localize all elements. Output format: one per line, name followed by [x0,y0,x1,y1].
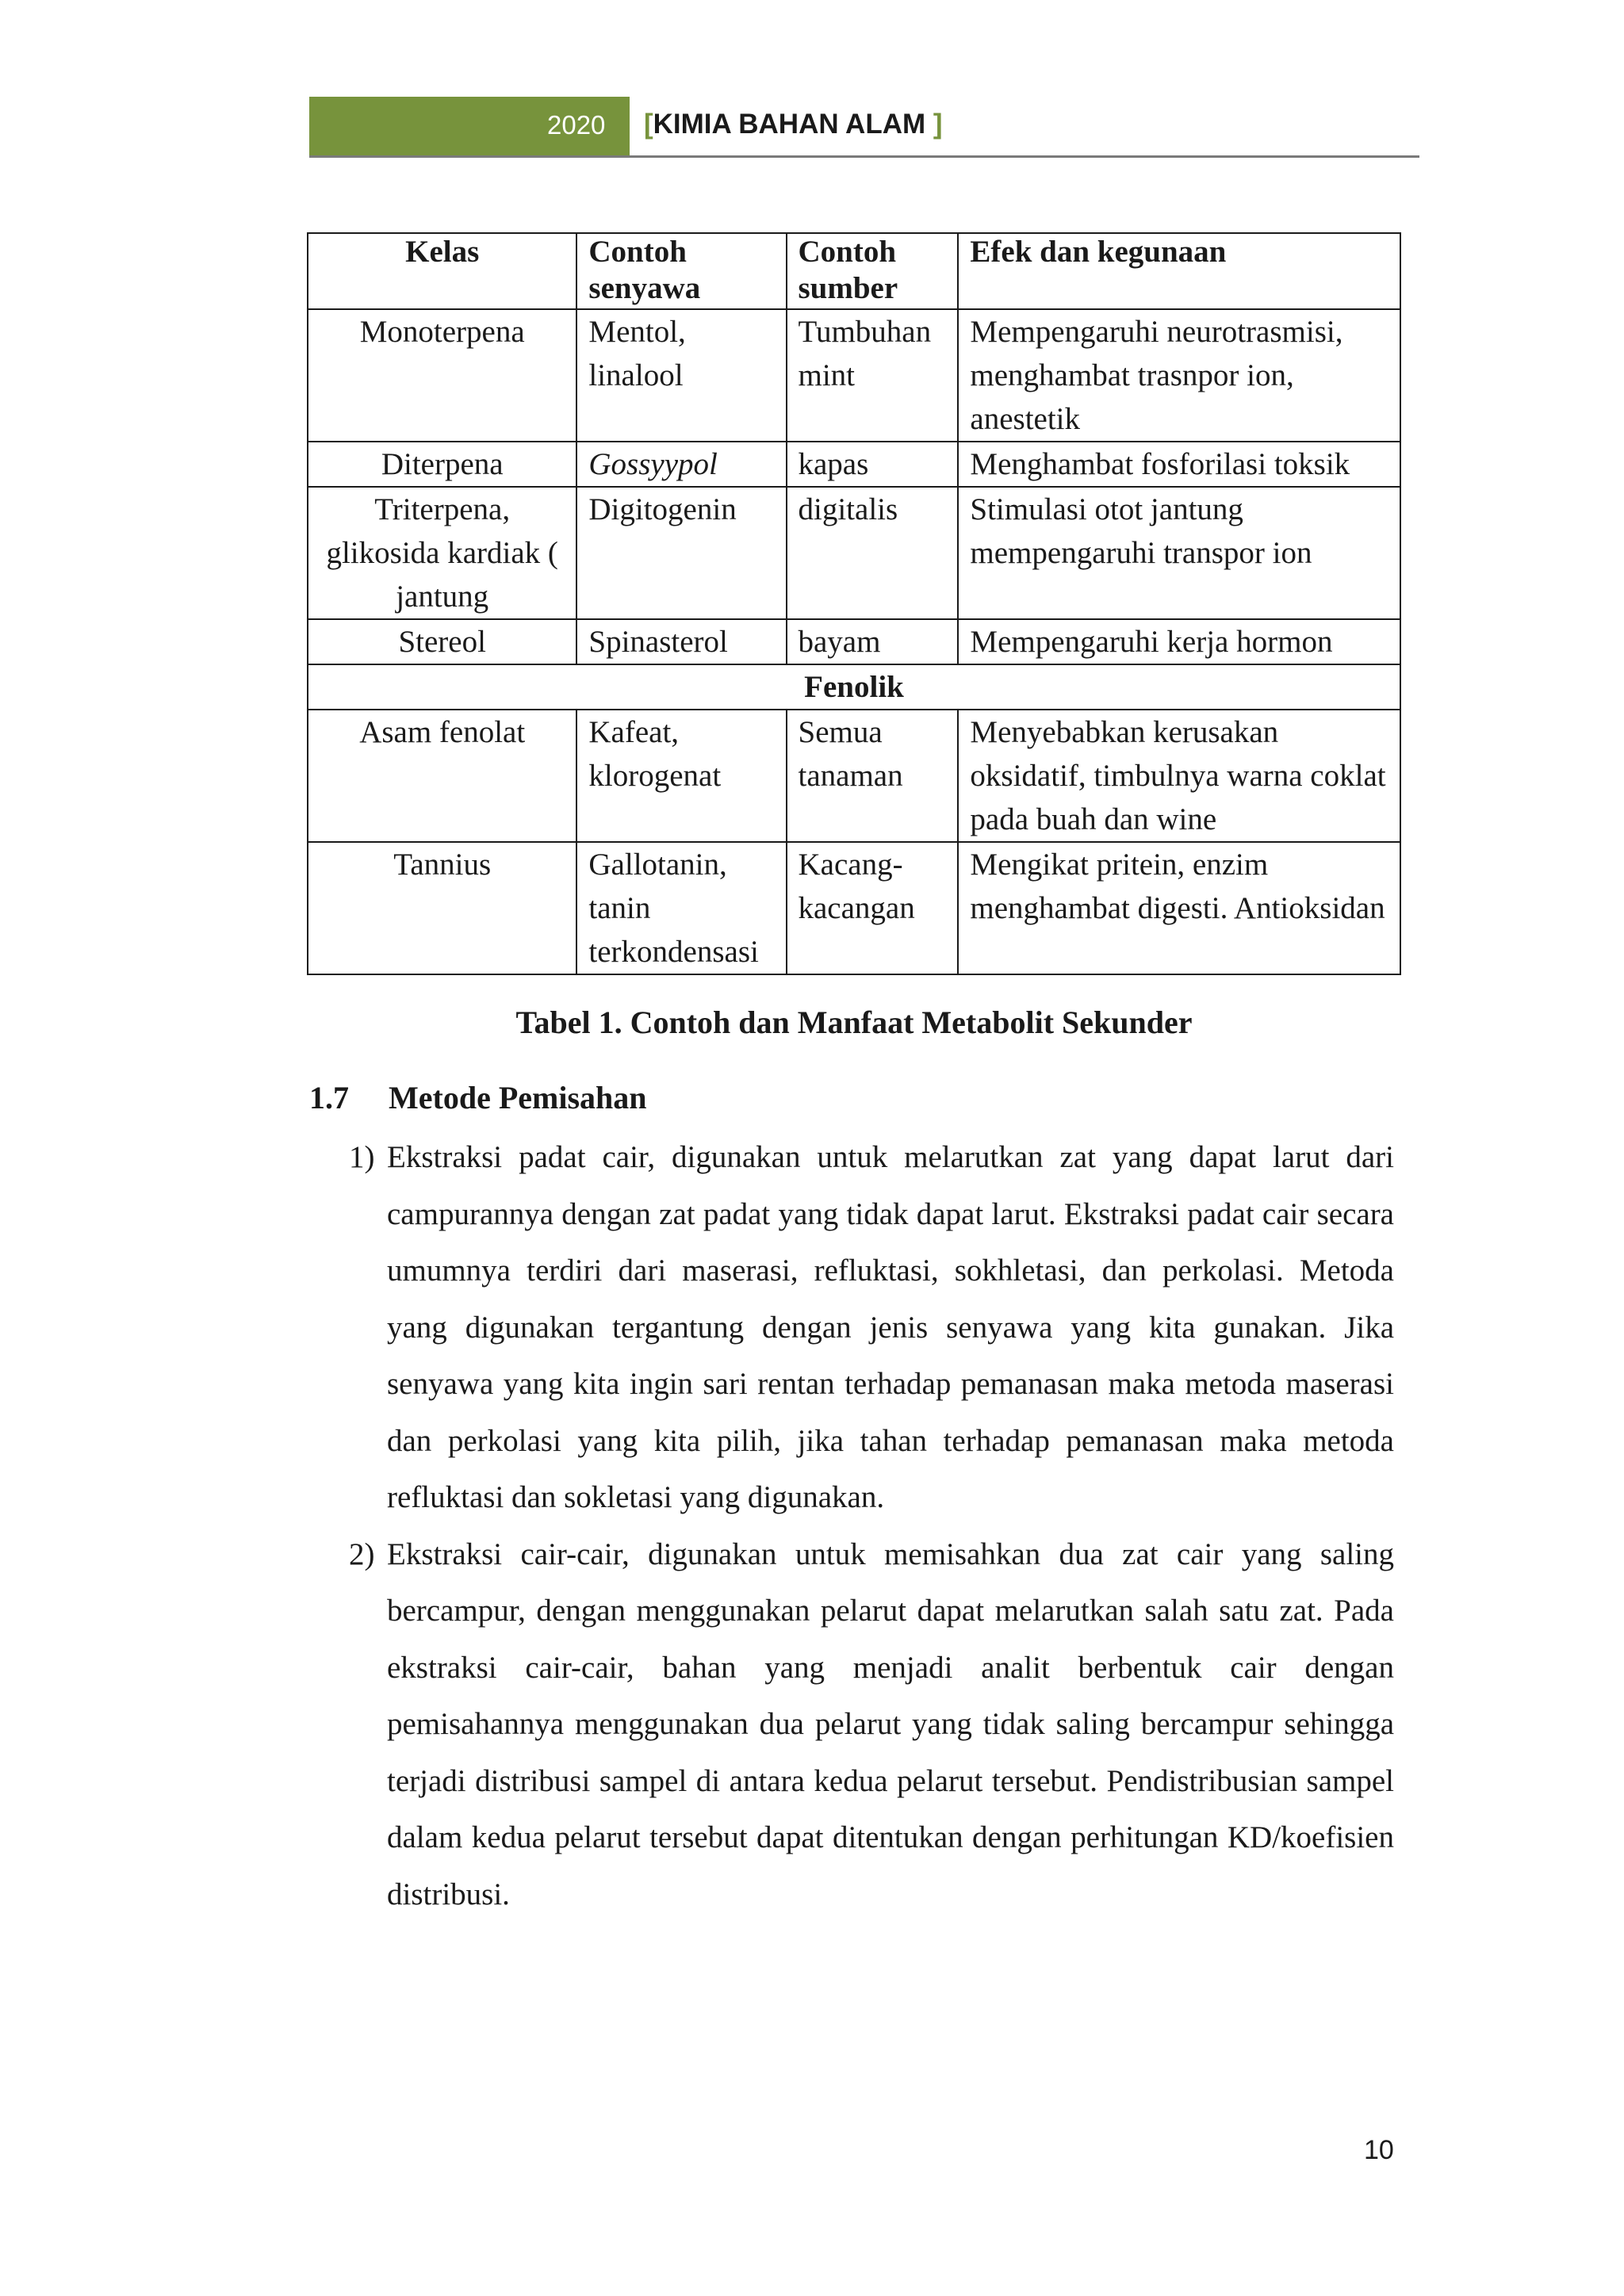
cell-efek: Stimulasi otot jantung mempengaruhi transpor ion [958,487,1400,619]
list-item [349,1129,1394,1526]
cell-efek: Menghambat fosforilasi toksik [958,442,1400,487]
header-sumber: Contoh sumber [787,233,959,309]
header-efek: Efek dan kegunaan [958,233,1400,309]
cell-senyawa: Kafeat, klorogenat [576,710,786,842]
cell-kelas: Triterpena, glikosida kardiak ( jantung [308,487,576,619]
table-caption: Tabel 1. Contoh dan Manfaat Metabolit Sekunder [515,1004,1193,1040]
header-year: 2020 [547,110,606,140]
table-row [308,842,1400,974]
section-heading [309,1078,647,1118]
table-header-row [308,233,1400,309]
table-group-row [308,664,1400,710]
section-number: 1.7 [309,1080,349,1115]
cell-senyawa: Gossyypol [576,442,786,487]
cell-senyawa: Digitogenin [576,487,786,619]
list-item-text: Ekstraksi cair-cair, digunakan untuk memisahkan dua zat cair yang saling bercampur, dengan menggunakan pelarut dapat melarutkan salah satu zat. Pada ekstraksi cair-cair, bahan yang menjadi analit berbentuk cair dengan pemisahannya menggunakan dua pelarut yang tidak saling bercampur sehingga terjadi distribusi sampel di antara kedua pelarut tersebut. Pendistribusian sampel dalam kedua pelarut tersebut dapat ditentukan dengan perhitungan KD/koefisien distribusi. [387,1536,1394,1911]
header-rule [309,155,1419,158]
cell-sumber: Tumbuhan mint [787,309,959,442]
cell-efek: Mempengaruhi kerja hormon [958,619,1400,664]
table-row [308,487,1400,619]
header-kelas: Kelas [308,233,576,309]
cell-senyawa: Gallotanin, tanin terkondensasi [576,842,786,974]
cell-kelas: Tannius [308,842,576,974]
table-row [308,309,1400,442]
cell-sumber: bayam [787,619,959,664]
cell-sumber: digitalis [787,487,959,619]
cell-efek: Mengikat pritein, enzim menghambat digesti. Antioksidan [958,842,1400,974]
method-list [349,1129,1394,1923]
cell-sumber: kapas [787,442,959,487]
header-senyawa: Contoh senyawa [576,233,786,309]
list-marker: 2) [349,1536,375,1571]
cell-senyawa: Mentol, linalool [576,309,786,442]
header-bracket-open: [ [644,109,653,140]
table-row [308,710,1400,842]
header-bracket-close: ] [925,109,943,140]
cell-kelas: Stereol [308,619,576,664]
section-title: Metode Pemisahan [389,1080,647,1115]
header-title-text: KIMIA BAHAN ALAM [653,109,926,140]
table-row [308,442,1400,487]
metabolite-table [307,232,1401,975]
list-marker: 1) [349,1140,375,1174]
cell-kelas: Diterpena [308,442,576,487]
cell-efek: Mempengaruhi neurotrasmisi, menghambat trasnpor ion, anestetik [958,309,1400,442]
group-label: Fenolik [308,664,1400,710]
cell-sumber: Semua tanaman [787,710,959,842]
cell-senyawa: Spinasterol [576,619,786,664]
cell-sumber: Kacang-kacangan [787,842,959,974]
header-title [644,108,943,141]
list-item [349,1526,1394,1923]
cell-efek: Menyebabkan kerusakan oksidatif, timbulnya warna coklat pada buah dan wine [958,710,1400,842]
cell-kelas: Monoterpena [308,309,576,442]
cell-kelas: Asam fenolat [308,710,576,842]
page-number: 10 [1364,2135,1394,2165]
list-item-text: Ekstraksi padat cair, digunakan untuk melarutkan zat yang dapat larut dari campurannya dengan zat padat yang tidak dapat larut. Ekstraksi padat cair secara umumnya terdiri dari maserasi, refluktasi, sokhletasi, dan perkolasi. Metoda yang digunakan tergantung dengan jenis senyawa yang kita gunakan. Jika senyawa yang kita ingin sari rentan terhadap pemanasan maka metoda maserasi dan perkolasi yang kita pilih, jika tahan terhadap pemanasan maka metoda refluktasi dan sokletasi yang digunakan. [387,1140,1394,1514]
table-row [308,619,1400,664]
